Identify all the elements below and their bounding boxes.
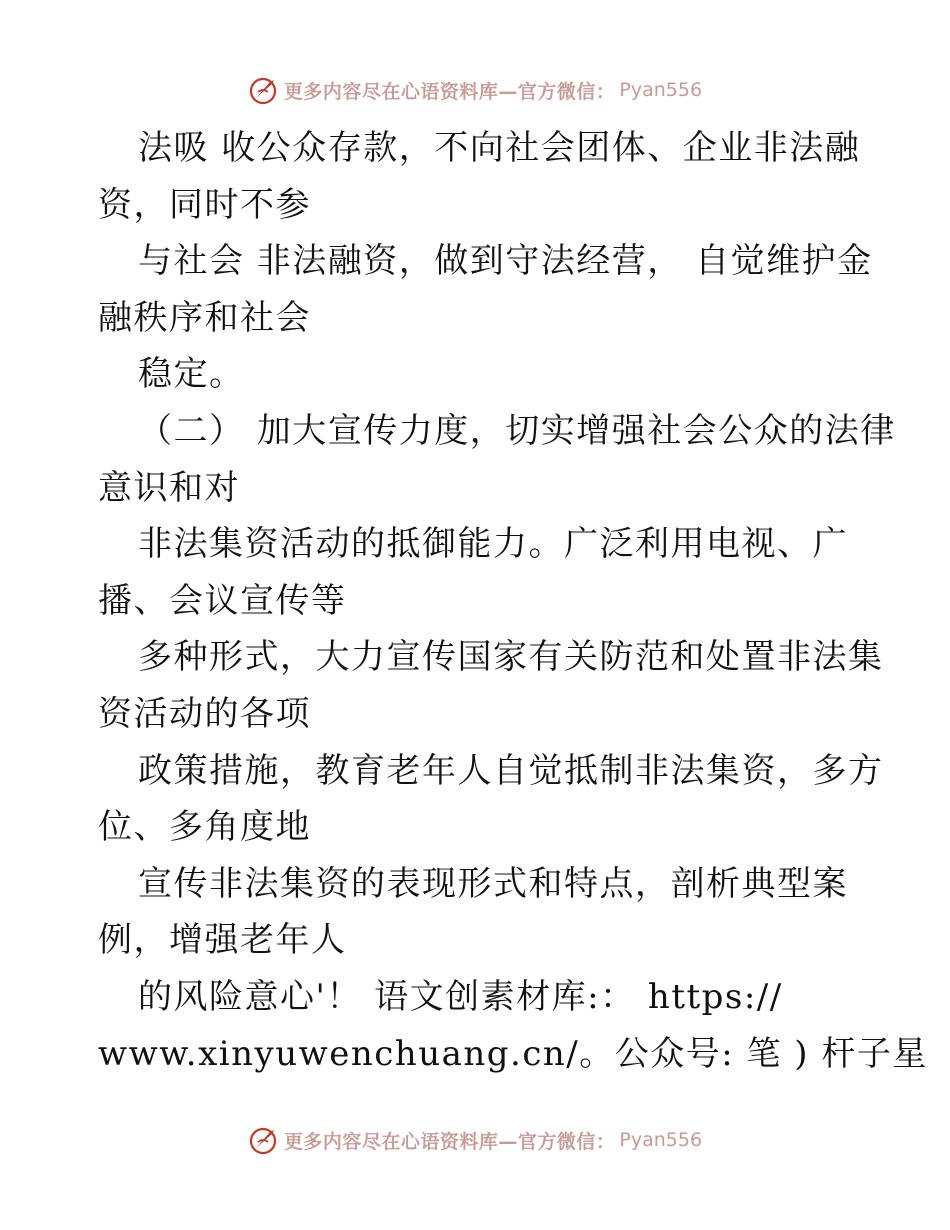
text-line: www.xinyuwenchuang.cn/。公众号: 笔 ) 杆子星: [98, 1033, 928, 1074]
text-line: 非法集资活动的抵御能力。广泛利用电视、广: [138, 524, 848, 565]
header-banner-text: 更多内容尽在心语资料库—官方微信：: [283, 80, 616, 103]
text-line: 意识和对: [98, 467, 240, 508]
text-line: 资活动的各项: [98, 693, 311, 734]
text-line: 法吸 收公众存款，不向社会团体、企业非法融: [138, 128, 861, 168]
text-line: 的风险意心'！ 语文创素材库:： https://: [138, 976, 783, 1017]
text-line: 多种形式，大力宣传国家有关防范和处置非法集: [138, 637, 884, 678]
footer-watermark-banner: [0, 1120, 950, 1160]
section-heading-line: （二） 加大宣传力度，切实增强社会公众的法律: [138, 410, 896, 451]
text-line: 政策措施，教育老年人自觉抵制非法集资，多方: [138, 750, 884, 791]
text-line: 稳定。: [138, 354, 245, 395]
text-line: 播、会议宣传等: [98, 580, 347, 621]
header-banner-contact: Pyan556: [619, 79, 703, 101]
footer-banner-text: 更多内容尽在心语资料库—官方微信：: [283, 1130, 616, 1153]
header-watermark-banner: [0, 70, 950, 110]
text-line: 宣传非法集资的表现形式和特点，剖析典型案: [138, 863, 848, 904]
text-line: 例，增强老年人: [98, 920, 347, 961]
quill-seal-logo-icon: [248, 74, 280, 106]
text-line: 位、多角度地: [98, 807, 311, 848]
text-line: 与社会 非法融资，做到守法经营， 自觉维护金: [138, 241, 873, 282]
text-line: 融秩序和社会: [98, 297, 311, 338]
text-line: 资，同时不参: [98, 184, 311, 225]
footer-banner-contact: Pyan556: [619, 1129, 703, 1151]
document-body: [98, 120, 928, 1082]
quill-seal-logo-icon: [248, 1124, 280, 1156]
